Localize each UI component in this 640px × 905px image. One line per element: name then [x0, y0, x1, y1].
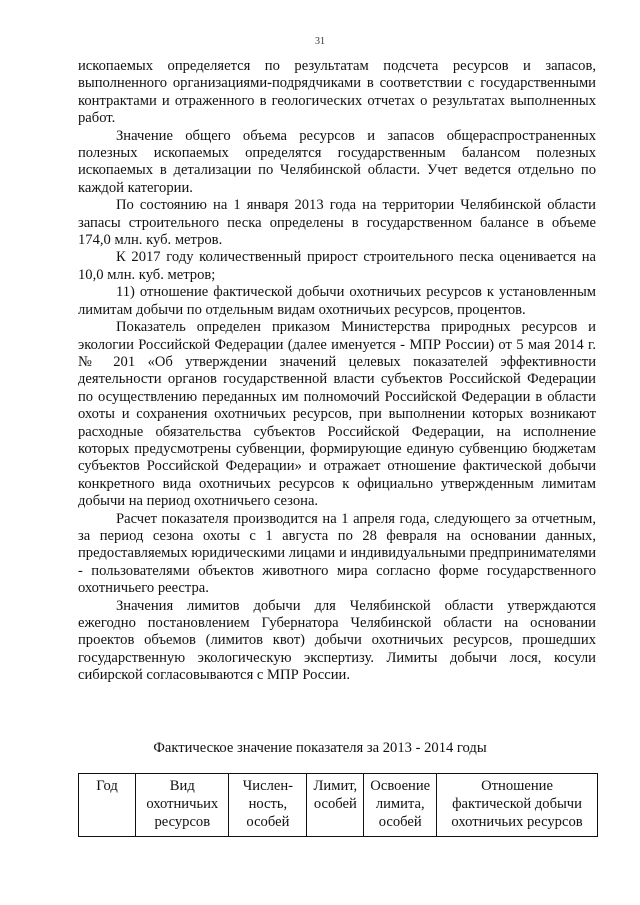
- table-header-row: [79, 774, 598, 837]
- paragraph: Значение общего объема ресурсов и запасов общераспространенных полезных ископаемых определятся государственным балансом полезных ископаемых в детализации по Челябинской области. Учет ведется отдельно по каждой категории.: [78, 127, 596, 196]
- paragraph: Расчет показателя производится на 1 апреля года, следующего за отчетным, за период сезона охоты с 1 августа по 28 февраля на основании данных, предоставляемых юридическими лицами и индивидуальными предпринимателями - пользователями объектов животного мира согласно форме государственного охотничьего реестра.: [78, 510, 596, 597]
- indicator-table: [78, 773, 598, 837]
- header-year: Год: [79, 774, 136, 837]
- header-population: Числен-ность, особей: [229, 774, 307, 837]
- list-item-11: 11) отношение фактической добычи охотничьих ресурсов к установленным лимитам добычи по отдельным видам охотничьих ресурсов, процентов.: [78, 284, 596, 318]
- paragraph: К 2017 году количественный прирост строительного песка оценивается на 10,0 млн. куб. метров;: [78, 249, 596, 283]
- header-resource-type: Вид охотничьих ресурсов: [136, 774, 229, 837]
- paragraph: По состоянию на 1 января 2013 года на территории Челябинской области запасы строительного песка определены в государственном балансе в объеме 174,0 млн. куб. метров.: [78, 197, 596, 249]
- header-limit: Лимит, особей: [307, 774, 364, 837]
- page-number: 31: [315, 36, 325, 47]
- document-body: [78, 58, 596, 685]
- table-title: Фактическое значение показателя за 2013 - 2014 годы: [153, 740, 487, 756]
- paragraph: Значения лимитов добычи для Челябинской области утверждаются ежегодно постановлением Губернатора Челябинской области на основании проектов объемов (лимитов квот) добычи охотничьих ресурсов, прошедших государственную экологическую экспертизу. Лимиты добычи лося, косули сибирской согласовываются с МПР России.: [78, 597, 596, 684]
- header-limit-use: Освоение лимита, особей: [364, 774, 437, 837]
- paragraph: ископаемых определяется по результатам подсчета ресурсов и запасов, выполненного организациями-подрядчиками в соответствии с государственными контрактами и отраженного в геологических отчетах о результатах выполненных работ.: [78, 58, 596, 127]
- header-ratio: Отношение фактической добычи охотничьих ресурсов: [437, 774, 598, 837]
- paragraph: Показатель определен приказом Министерства природных ресурсов и экологии Российской Федерации (далее именуется - МПР России) от 5 мая 2014 г. № 201 «Об утверждении значений целевых показателей эффективности деятельности органов государственной власти субъектов Российской Федерации по осуществлению переданных им полномочий Российской Федерации в области охоты и сохранения охотничьих ресурсов, при выполнении которых возникают расходные обязательства субъектов Российской Федерации, на исполнение которых предусмотрены субвенции, формирующие единую субвенцию бюджетам субъектов Российской Федерации» и отражает отношение фактической добычи конкретного вида охотничьих ресурсов к официально утвержденным лимитам добычи на период охотничьего сезона.: [78, 319, 596, 510]
